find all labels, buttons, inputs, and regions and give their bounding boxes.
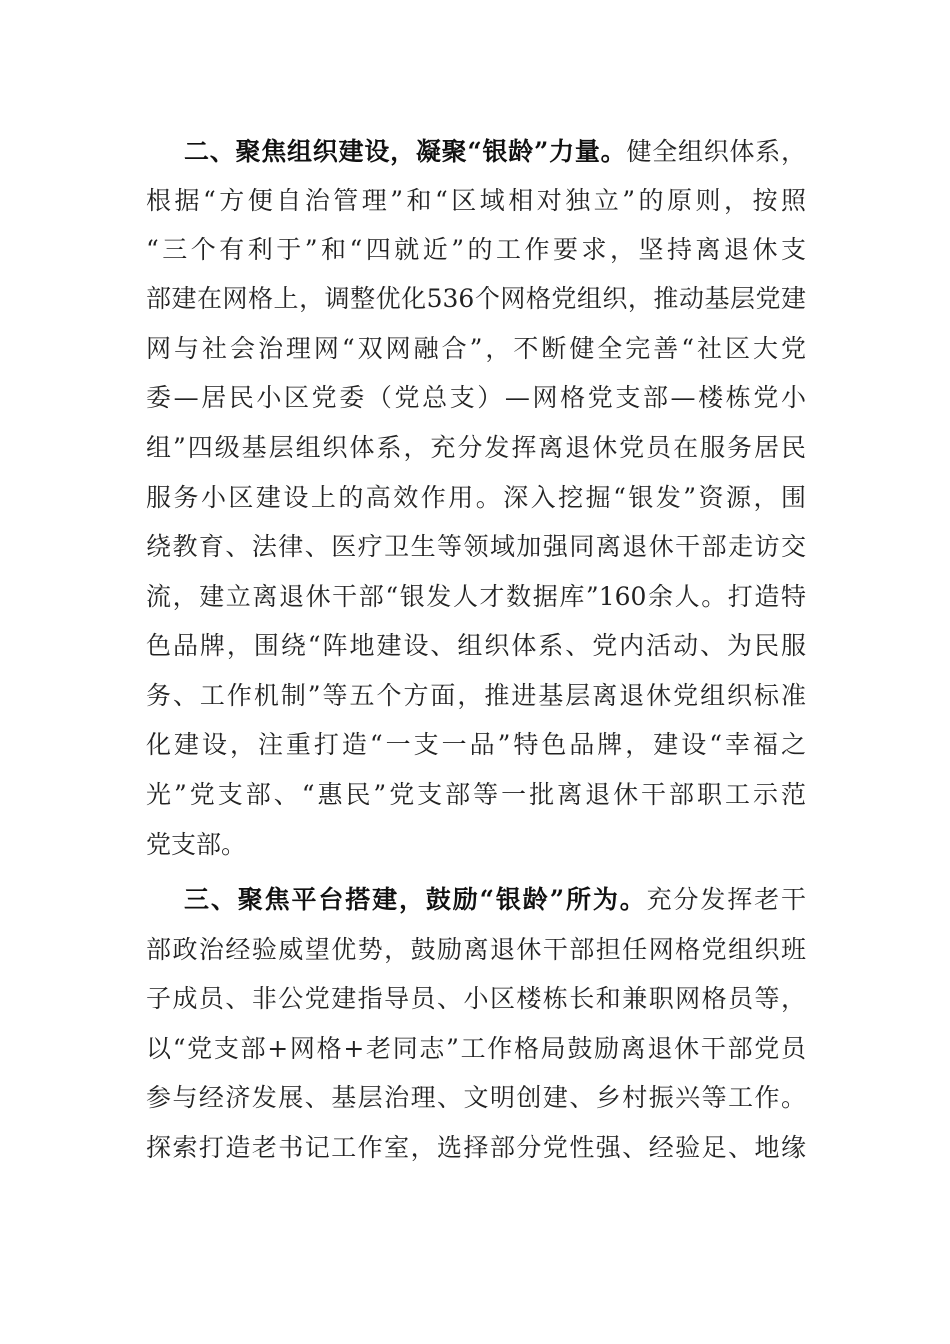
section2-line-4: 部建在网格上，调整优化536个网格党组织，推动基层党建 [146, 284, 806, 313]
section2-line-3: “三个有利于”和“四就近”的工作要求，坚持离退休支 [146, 235, 806, 264]
section3-first-line-text: 充分发挥老干 [646, 885, 806, 914]
section2-line-13: 化建设，注重打造“一支一品”特色品牌，建设“幸福之 [146, 730, 806, 759]
section2-line-2: 根据“方便自治管理”和“区域相对独立”的原则，按照 [146, 186, 806, 215]
section3-line-5: 参与经济发展、基层治理、文明创建、乡村振兴等工作。 [146, 1083, 806, 1112]
section2-line-10: 流，建立离退休干部“银发人才数据库”160余人。打造特 [146, 582, 806, 611]
section2-line-7: 组”四级基层组织体系，充分发挥离退休党员在服务居民 [146, 433, 806, 462]
section3-line-2: 部政治经验威望优势，鼓励离退休干部担任网格党组织班 [146, 935, 806, 964]
section2-line-8: 服务小区建设上的高效作用。深入挖掘“银发”资源，围 [146, 483, 806, 512]
section3-line-3: 子成员、非公党建指导员、小区楼栋长和兼职网格员等， [146, 984, 806, 1013]
section2-line-14: 光”党支部、“惠民”党支部等一批离退休干部职工示范 [146, 780, 806, 809]
section2-line-12: 务、工作机制”等五个方面，推进基层离退休党组织标准 [146, 681, 806, 710]
section3-line-1 [184, 875, 806, 925]
section2-line-1 [184, 127, 806, 177]
section3-heading: 三、聚焦平台搭建，鼓励“银龄”所为。 [184, 885, 647, 914]
section2-first-line-text: 健全组织体系， [626, 137, 806, 166]
section2-line-11: 色品牌，围绕“阵地建设、组织体系、党内活动、为民服 [146, 631, 806, 660]
section3-line-6: 探索打造老书记工作室，选择部分党性强、经验足、地缘 [146, 1133, 806, 1162]
section2-line-6: 委—居民小区党委（党总支）—网格党支部—楼栋党小 [146, 383, 806, 412]
section2-line-9: 绕教育、法律、医疗卫生等领域加强同离退休干部走访交 [146, 532, 806, 561]
section2-line-15: 党支部。 [146, 830, 247, 859]
section2-line-5: 网与社会治理网“双网融合”，不断健全完善“社区大党 [146, 334, 806, 363]
section2-heading: 二、聚焦组织建设，凝聚“银龄”力量。 [184, 137, 627, 166]
section3-line-4: 以“党支部+网格+老同志”工作格局鼓励离退休干部党员 [146, 1034, 806, 1063]
